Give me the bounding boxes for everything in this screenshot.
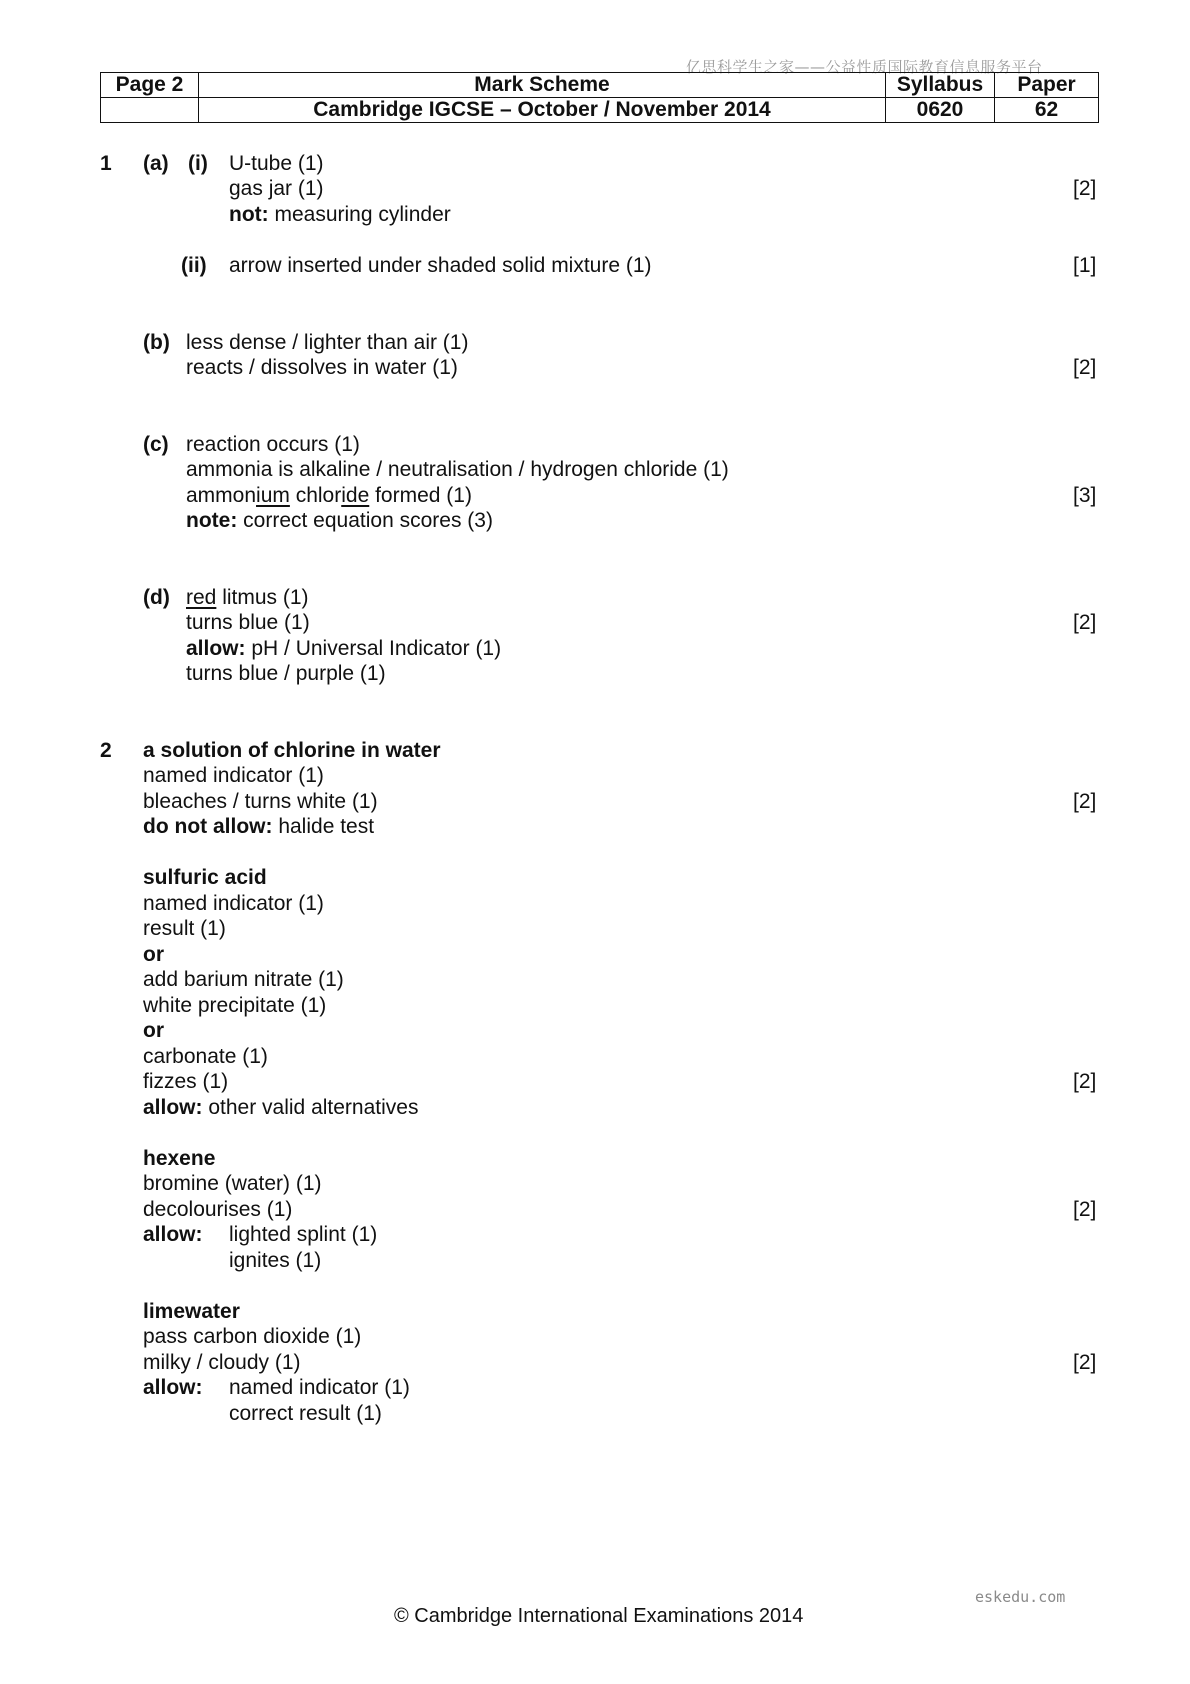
syllabus-label: Syllabus <box>886 73 995 98</box>
q1ai-line-3 <box>229 202 451 227</box>
paper-label: Paper <box>995 73 1099 98</box>
q2-hexene-line-1: bromine (water) (1) <box>143 1172 322 1195</box>
q1c-line-1: reaction occurs (1) <box>186 433 360 456</box>
q2-hexene-allow-2: ignites (1) <box>229 1249 322 1272</box>
q2-chlorine-line-2: bleaches / turns white (1) <box>143 790 378 813</box>
question-2-number: 2 <box>100 739 112 762</box>
q2-chlorine-line-1: named indicator (1) <box>143 764 324 787</box>
q1c-line-3-e: formed (1) <box>369 484 472 507</box>
q2-sulfuric-line-1: named indicator (1) <box>143 892 324 915</box>
keyword-allow: allow: <box>143 1096 203 1119</box>
q1ai-line-3-text: measuring cylinder <box>268 203 451 226</box>
q1b-line-1: less dense / lighter than air (1) <box>186 331 469 354</box>
q1c-line-4-text: correct equation scores (3) <box>237 509 493 532</box>
q1aii-line-1: arrow inserted under shaded solid mixture (1) <box>229 254 652 277</box>
q2-hexene-heading: hexene <box>143 1147 216 1170</box>
q2-chlorine-line-3-text: halide test <box>272 815 375 838</box>
q2-limewater-mark: [2] <box>1073 1351 1097 1374</box>
q1ai-line-2: gas jar (1) <box>229 177 324 200</box>
q2-limewater-line-1: pass carbon dioxide (1) <box>143 1325 362 1348</box>
q1aii-mark: [1] <box>1073 254 1097 277</box>
doc-title: Mark Scheme <box>199 73 886 98</box>
q1c-line-3-a: ammon <box>186 484 257 507</box>
q1d-line-2: turns blue (1) <box>186 611 310 634</box>
keyword-do-not-allow: do not allow: <box>143 815 273 838</box>
q1c-line-3-ium: ium <box>256 484 290 507</box>
q1b-line-2: reacts / dissolves in water (1) <box>186 356 458 379</box>
q1c-line-3 <box>186 483 472 508</box>
header-table <box>100 72 1099 123</box>
q1c-label: (c) <box>143 433 169 456</box>
q2-limewater-allow-1: named indicator (1) <box>229 1376 410 1399</box>
q1c-line-3-c: chlor <box>289 484 342 507</box>
q1d-line-3 <box>186 636 501 661</box>
q1d-line-4: turns blue / purple (1) <box>186 662 386 685</box>
q1ai-mark: [2] <box>1073 177 1097 200</box>
q2-chlorine-mark: [2] <box>1073 790 1097 813</box>
q2-sulfuric-heading: sulfuric acid <box>143 866 267 889</box>
q2-sulfuric-line-7-text: other valid alternatives <box>202 1096 419 1119</box>
q1c-line-4 <box>186 508 493 533</box>
q2-hexene-line-2: decolourises (1) <box>143 1198 293 1221</box>
q2-limewater-heading: limewater <box>143 1300 240 1323</box>
q1d-mark: [2] <box>1073 611 1097 634</box>
q2-limewater-allow-2: correct result (1) <box>229 1402 382 1425</box>
q2-sulfuric-line-4: white precipitate (1) <box>143 994 327 1017</box>
question-1-number: 1 <box>100 152 112 175</box>
watermark-text: 亿思科学生之家——公益性质国际教育信息服务平台 <box>686 58 1043 76</box>
q2-chlorine-heading: a solution of chlorine in water <box>143 739 441 762</box>
q1d-line-1 <box>186 585 309 610</box>
q1d-label: (d) <box>143 586 170 609</box>
q1d-line-1-text: litmus (1) <box>216 586 309 609</box>
doc-subtitle: Cambridge IGCSE – October / November 2014 <box>199 98 886 123</box>
keyword-allow: allow: <box>186 637 246 660</box>
q2-hexene-mark: [2] <box>1073 1198 1097 1221</box>
q1c-line-2: ammonia is alkaline / neutralisation / hydrogen chloride (1) <box>186 458 729 481</box>
q2-chlorine-line-3 <box>143 814 374 839</box>
q2-sulfuric-line-7 <box>143 1095 418 1120</box>
q2-sulfuric-line-2: result (1) <box>143 917 226 940</box>
page-number: Page 2 <box>101 73 199 98</box>
copyright-footer: © Cambridge International Examinations 2014 <box>394 1605 804 1627</box>
keyword-not: not: <box>229 203 269 226</box>
q2-hexene-allow-1: lighted splint (1) <box>229 1223 378 1246</box>
q1ai-label: (i) <box>188 152 208 175</box>
q2-limewater-line-2: milky / cloudy (1) <box>143 1351 301 1374</box>
q2-sulfuric-line-3: add barium nitrate (1) <box>143 968 344 991</box>
q1c-line-3-ide: ide <box>341 484 370 507</box>
q2-sulfuric-line-5: carbonate (1) <box>143 1045 268 1068</box>
q2-sulfuric-or-2: or <box>143 1019 164 1042</box>
q2-sulfuric-mark: [2] <box>1073 1070 1097 1093</box>
q1a-label: (a) <box>143 152 169 175</box>
keyword-allow: allow: <box>143 1223 203 1246</box>
q1b-mark: [2] <box>1073 356 1097 379</box>
site-watermark: eskedu.com <box>975 1588 1066 1606</box>
q2-sulfuric-line-6: fizzes (1) <box>143 1070 229 1093</box>
q2-sulfuric-or-1: or <box>143 943 164 966</box>
q1d-red: red <box>186 586 217 609</box>
paper-code: 62 <box>995 98 1099 123</box>
keyword-allow: allow: <box>143 1376 203 1399</box>
q1c-mark: [3] <box>1073 484 1097 507</box>
q1b-label: (b) <box>143 331 170 354</box>
q1aii-label: (ii) <box>181 254 207 277</box>
page-number-blank <box>101 98 199 123</box>
keyword-note: note: <box>186 509 238 532</box>
syllabus-code: 0620 <box>886 98 995 123</box>
q1ai-line-1: U-tube (1) <box>229 152 324 175</box>
q1d-line-3-text: pH / Universal Indicator (1) <box>245 637 502 660</box>
